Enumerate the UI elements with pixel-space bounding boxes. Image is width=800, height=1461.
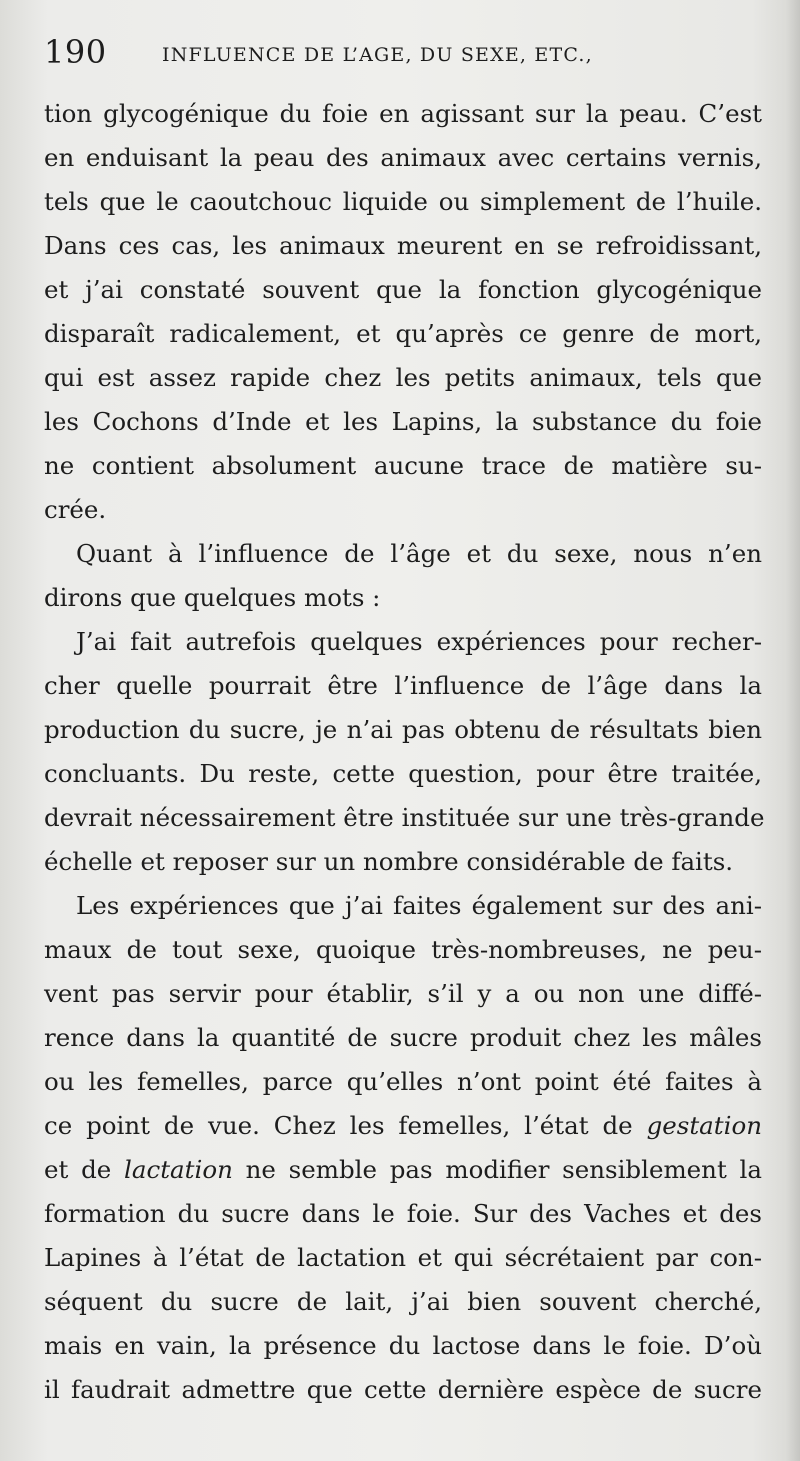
text-line: devrait nécessairement être instituée sur une très-grande	[44, 803, 765, 832]
text-line: ou les femelles, parce qu’elles n’ont point été faites à	[44, 1067, 762, 1096]
text-line: maux de tout sexe, quoique très-nombreuses, ne peu-	[44, 935, 762, 964]
text-line: Dans ces cas, les animaux meurent en se refroidissant,	[44, 231, 762, 260]
italic-term-gestation: gestation	[646, 1111, 762, 1140]
text-line: ne contient absolument aucune trace de matière su-	[44, 451, 762, 480]
page-number: 190	[44, 33, 107, 71]
paragraph-first-line: Les expériences que j’ai faites également sur des ani-	[76, 891, 762, 920]
line-segment: ne semble pas modifier sensiblement la	[245, 1155, 762, 1184]
line-segment: et de	[44, 1155, 112, 1184]
text-line: rence dans la quantité de sucre produit chez les mâles	[44, 1023, 762, 1052]
line-segment: ce point de vue. Chez les femelles, l’état de	[44, 1111, 633, 1140]
text-line: échelle et reposer sur un nombre considérable de faits.	[44, 847, 734, 876]
page-edge-shadow	[786, 0, 800, 1461]
text-line: Lapines à l’état de lactation et qui sécrétaient par con-	[44, 1243, 762, 1272]
running-title: INFLUENCE DE L’AGE, DU SEXE, ETC.,	[162, 44, 593, 66]
paragraph-first-line: Quant à l’influence de l’âge et du sexe, nous n’en	[76, 539, 762, 568]
text-line: formation du sucre dans le foie. Sur des Vaches et des	[44, 1199, 762, 1228]
text-line: vent pas servir pour établir, s’il y a ou non une diffé-	[44, 979, 762, 1008]
text-line: mais en vain, la présence du lactose dans le foie. D’où	[44, 1331, 762, 1360]
text-line: en enduisant la peau des animaux avec certains vernis,	[44, 143, 762, 172]
text-body	[44, 92, 765, 1412]
text-line: disparaît radicalement, et qu’après ce genre de mort,	[44, 319, 762, 348]
italic-term-lactation: lactation	[124, 1155, 233, 1184]
text-line: les Cochons d’Inde et les Lapins, la substance du foie	[44, 407, 762, 436]
text-line: séquent du sucre de lait, j’ai bien souvent cherché,	[44, 1287, 762, 1316]
paragraph-first-line: J’ai fait autrefois quelques expériences pour recher-	[76, 627, 762, 656]
text-line: tels que le caoutchouc liquide ou simplement de l’huile.	[44, 187, 762, 216]
text-line	[44, 1148, 762, 1192]
text-line: et j’ai constaté souvent que la fonction glycogénique	[44, 275, 762, 304]
text-line: dirons que quelques mots :	[44, 583, 381, 612]
text-line: production du sucre, je n’ai pas obtenu de résultats bien	[44, 715, 762, 744]
text-line: concluants. Du reste, cette question, pour être traitée,	[44, 759, 762, 788]
running-head	[44, 30, 764, 80]
text-line: tion glycogénique du foie en agissant sur la peau. C’est	[44, 99, 762, 128]
text-line: qui est assez rapide chez les petits animaux, tels que	[44, 363, 762, 392]
text-line	[44, 1104, 762, 1148]
text-line: crée.	[44, 495, 107, 524]
text-line: il faudrait admettre que cette dernière espèce de sucre	[44, 1375, 762, 1404]
text-line: cher quelle pourrait être l’influence de l’âge dans la	[44, 671, 762, 700]
